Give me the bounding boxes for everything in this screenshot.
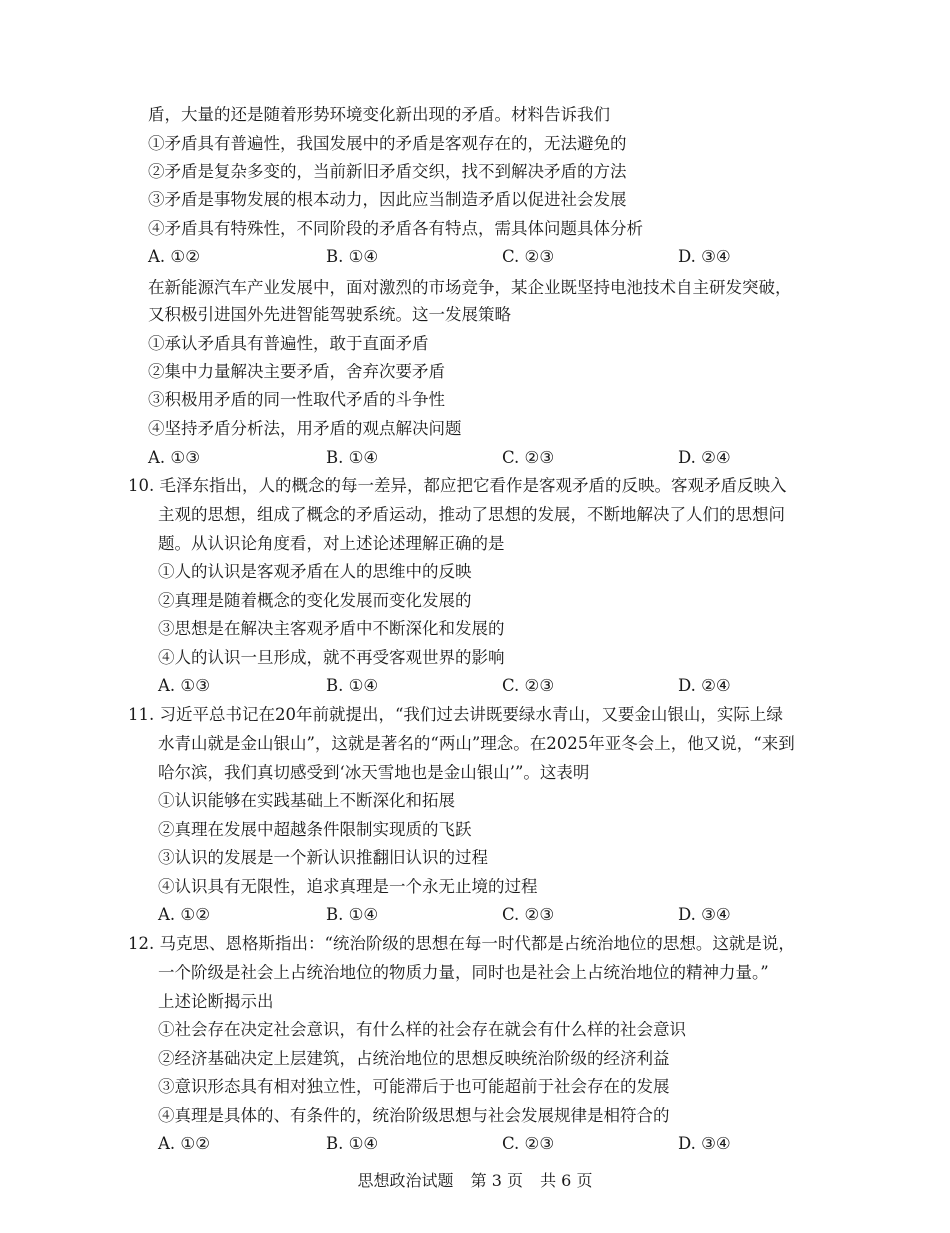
q11-item-2: ②真理在发展中超越条件限制实现质的飞跃 xyxy=(158,820,472,839)
q12-stem-line-3: 上述论断揭示出 xyxy=(158,992,274,1011)
q12-option-c: C. ②③ xyxy=(502,1134,555,1153)
q10-stem-line-2: 主观的思想，组成了概念的矛盾运动，推动了思想的发展，不断地解决了人们的思想问 xyxy=(158,505,785,524)
q10-stem-line-3: 题。从认识论角度看，对上述论述理解正确的是 xyxy=(158,534,505,553)
q8-item-2: ②矛盾是复杂多变的，当前新旧矛盾交织，找不到解决矛盾的方法 xyxy=(148,162,627,181)
q10-item-4: ④人的认识一旦形成，就不再受客观世界的影响 xyxy=(158,648,505,667)
q8-option-a: A. ①② xyxy=(148,247,200,266)
q12-option-a: A. ①② xyxy=(158,1134,210,1153)
q11-stem-line-3: 哈尔滨，我们真切感受到‘冰天雪地也是金山银山’”。这表明 xyxy=(158,763,590,782)
q10-option-a: A. ①③ xyxy=(158,676,210,695)
q10-item-3: ③思想是在解决主客观矛盾中不断深化和发展的 xyxy=(158,619,505,638)
q12-item-2: ②经济基础决定上层建筑，占统治地位的思想反映统治阶级的经济利益 xyxy=(158,1049,670,1068)
q11-stem-line-2: 水青山就是金山银山”，这就是著名的“两山”理念。在2025年亚冬会上，他又说，“来到 xyxy=(158,734,795,753)
footer-subject: 思想政治试题 xyxy=(357,1171,454,1190)
q11-option-a: A. ①② xyxy=(158,905,210,924)
q11-stem-line-1: 11. 习近平总书记在20年前就提出，“我们过去讲既要绿水青山，又要金山银山，实际上绿 xyxy=(128,705,783,724)
q8-stem-tail: 盾，大量的还是随着形势环境变化新出现的矛盾。材料告诉我们 xyxy=(148,105,610,124)
q12-item-1: ①社会存在决定社会意识，有什么样的社会存在就会有什么样的社会意识 xyxy=(158,1020,686,1039)
footer-page-number: 第 3 页 xyxy=(470,1171,523,1190)
q11-item-3: ③认识的发展是一个新认识推翻旧认识的过程 xyxy=(158,848,488,867)
q9-stem-line-1: 在新能源汽车产业发展中，面对激烈的市场竞争，某企业既坚持电池技术自主研发突破， xyxy=(148,278,792,297)
page-footer xyxy=(0,1168,950,1191)
q8-option-b: B. ①④ xyxy=(326,247,379,266)
q11-option-b: B. ①④ xyxy=(326,905,379,924)
q9-option-b: B. ①④ xyxy=(326,448,379,467)
q10-item-1: ①人的认识是客观矛盾在人的思维中的反映 xyxy=(158,562,472,581)
q8-item-4: ④矛盾具有特殊性，不同阶段的矛盾各有特点，需具体问题具体分析 xyxy=(148,219,643,238)
q8-option-c: C. ②③ xyxy=(502,247,555,266)
q9-option-c: C. ②③ xyxy=(502,448,555,467)
q8-item-3: ③矛盾是事物发展的根本动力，因此应当制造矛盾以促进社会发展 xyxy=(148,190,627,209)
q10-option-d: D. ②④ xyxy=(678,676,731,695)
q11-option-d: D. ③④ xyxy=(678,905,731,924)
q12-stem-line-2: 一个阶级是社会上占统治地位的物质力量，同时也是社会上占统治地位的精神力量。” xyxy=(158,963,769,982)
q11-option-c: C. ②③ xyxy=(502,905,555,924)
footer-total-pages: 共 6 页 xyxy=(540,1171,593,1190)
q9-item-3: ③积极用矛盾的同一性取代矛盾的斗争性 xyxy=(148,390,445,409)
q12-item-3: ③意识形态具有相对独立性，可能滞后于也可能超前于社会存在的发展 xyxy=(158,1077,670,1096)
q11-item-1: ①认识能够在实践基础上不断深化和拓展 xyxy=(158,791,455,810)
q9-option-a: A. ①③ xyxy=(148,448,200,467)
q8-option-d: D. ③④ xyxy=(678,247,731,266)
q9-item-2: ②集中力量解决主要矛盾，舍弃次要矛盾 xyxy=(148,362,445,381)
q10-option-c: C. ②③ xyxy=(502,676,555,695)
q11-item-4: ④认识具有无限性，追求真理是一个永无止境的过程 xyxy=(158,877,538,896)
q12-item-4: ④真理是具体的、有条件的，统治阶级思想与社会发展规律是相符合的 xyxy=(158,1106,670,1125)
q9-item-4: ④坚持矛盾分析法，用矛盾的观点解决问题 xyxy=(148,419,462,438)
q12-option-b: B. ①④ xyxy=(326,1134,379,1153)
q12-option-d: D. ③④ xyxy=(678,1134,731,1153)
q8-item-1: ①矛盾具有普遍性，我国发展中的矛盾是客观存在的，无法避免的 xyxy=(148,134,627,153)
q10-item-2: ②真理是随着概念的变化发展而变化发展的 xyxy=(158,591,472,610)
q9-item-1: ①承认矛盾具有普遍性，敢于直面矛盾 xyxy=(148,334,429,353)
q10-stem-line-1: 10. 毛泽东指出，人的概念的每一差异，都应把它看作是客观矛盾的反映。客观矛盾反映入 xyxy=(128,476,787,495)
q10-option-b: B. ①④ xyxy=(326,676,379,695)
q9-stem-line-2: 又积极引进国外先进智能驾驶系统。这一发展策略 xyxy=(148,305,511,324)
q12-stem-line-1: 12. 马克思、恩格斯指出：“统治阶级的思想在每一时代都是占统治地位的思想。这就是说， xyxy=(128,934,795,953)
q9-option-d: D. ②④ xyxy=(678,448,731,467)
